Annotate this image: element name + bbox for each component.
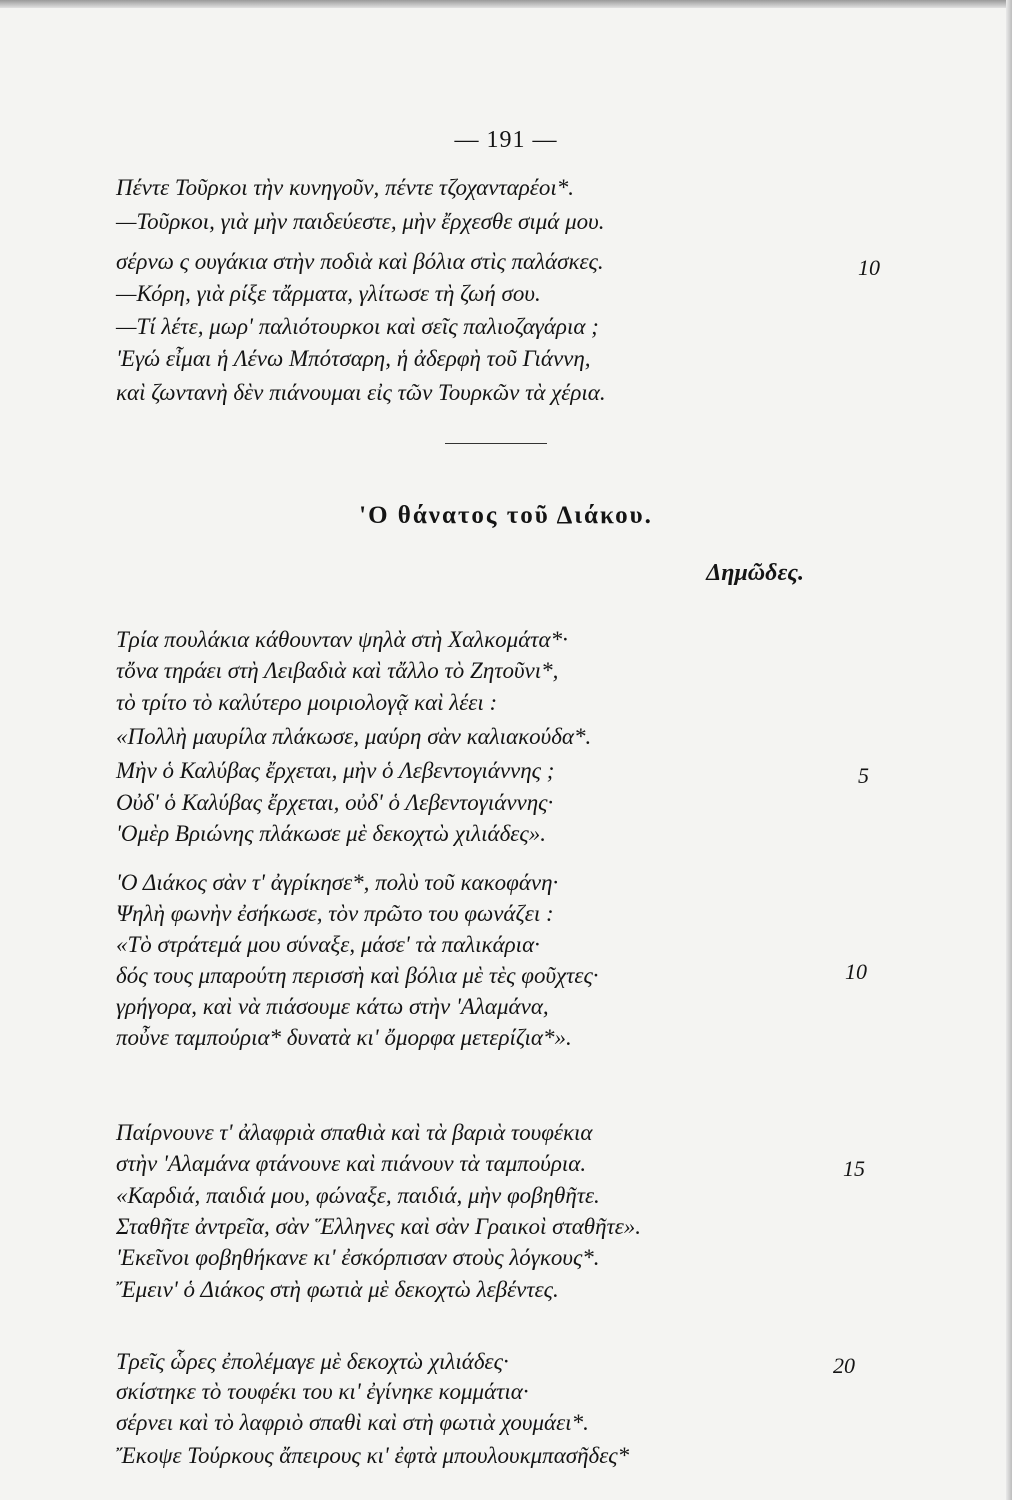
page-number: — 191 — [454,127,558,153]
line-number: 10 [858,255,880,280]
verse-line: 'Εκεῖνοι φοβηθήκανε κι' ἐσκόρπισαν στοὺς λόγκους*. [116,1245,600,1270]
verse-line: Ἔκοψε Τούρκους ἄπειρους κι' ἐφτὰ μπουλουκμπασῆδες* [116,1443,630,1468]
verse-line: σέρνω ς ουγάκια στὴν ποδιὰ καὶ βόλια στὶς παλάσκες. [116,249,604,274]
poem-title: 'Ο θάνατος τοῦ Διάκου. [359,502,653,529]
verse-line: Ἔμειν' ὁ Διάκος στὴ φωτιὰ μὲ δεκοχτὼ λεβέντες. [116,1277,559,1302]
verse-line: Παίρνουνε τ' ἀλαφριὰ σπαθιὰ καὶ τὰ βαριὰ τουφέκια [116,1120,593,1145]
verse-line: ποὖνε ταμπούρια* δυνατὰ κι' ὄμορφα μετερίζια*». [116,1025,572,1050]
line-number: 5 [858,763,869,788]
line-number: 15 [843,1156,865,1181]
verse-line: τὸ τρίτο τὸ καλύτερο μοιριολογᾷ καὶ λέει : [116,690,498,715]
verse-line: Ψηλὴ φωνὴν ἐσήκωσε, τὸν πρῶτο του φωνάζει : [116,901,554,926]
verse-line: στὴν 'Αλαμάνα φτάνουνε καὶ πιάνουν τὰ ταμπούρια. [116,1151,587,1176]
verse-line: σέρνει καὶ τὸ λαφριὸ σπαθὶ καὶ στὴ φωτιὰ χουμάει*. [116,1410,589,1435]
verse-line: 'Εγώ εἶμαι ἡ Λένω Μπότσαρη, ἡ ἀδερφὴ τοῦ Γιάννη, [116,346,591,371]
verse-line: σκίστηκε τὸ τουφέκι του κι' ἐγίνηκε κομμάτια· [116,1379,529,1404]
verse-line: «Καρδιά, παιδιά μου, φώναξε, παιδιά, μὴν φοβηθῆτε. [116,1183,600,1208]
scan-top-edge [0,0,1012,8]
verse-line: «Πολλὴ μαυρίλα πλάκωσε, μαύρη σὰν καλιακούδα*. [116,724,592,749]
verse-line: 'Ομὲρ Βριώνης πλάκωσε μὲ δεκοχτὼ χιλιάδες». [116,821,546,846]
verse-line: —Κόρη, γιὰ ρίξε τἄρματα, γλίτωσε τὴ ζωή σου. [116,281,541,306]
verse-line: Τρία πουλάκια κάθουνταν ψηλὰ στὴ Χαλκομάτα*· [116,627,568,652]
verse-line: καὶ ζωντανὴ δὲν πιάνουμαι εἰς τῶν Τουρκῶν τὰ χέρια. [116,380,606,405]
verse-line: γρήγορα, καὶ νὰ πιάσουμε κάτω στὴν 'Αλαμάνα, [116,994,549,1019]
verse-line: Σταθῆτε ἀντρεῖα, σὰν Ἕλληνες καὶ σὰν Γραικοὶ σταθῆτε». [116,1214,642,1239]
verse-line: δός τους μπαρούτη περισσὴ καὶ βόλια μὲ τὲς φοῦχτες· [116,963,599,988]
verse-line: —Τί λέτε, μωρ' παλιότουρκοι καὶ σεῖς παλιοζαγάρια ; [116,314,599,339]
verse-line: Τρεῖς ὧρες ἐπολέμαγε μὲ δεκοχτὼ χιλιάδες· [116,1349,509,1374]
scan-right-edge [1006,0,1012,1500]
line-number: 10 [845,959,867,984]
verse-line: Μὴν ὁ Καλύβας ἔρχεται, μὴν ὁ Λεβεντογιάννης ; [116,758,555,783]
verse-line: τὄνα τηράει στὴ Λειβαδιὰ καὶ τἄλλο τὸ Ζητοῦνι*, [116,658,559,683]
section-divider [445,443,547,444]
verse-line: Οὐδ' ὁ Καλύβας ἔρχεται, οὐδ' ὁ Λεβεντογιάννης· [116,790,554,815]
verse-line: Πέντε Τοῦρκοι τὴν κυνηγοῦν, πέντε τζοχανταρέοι*. [116,175,574,200]
verse-line: «Τὸ στράτεμά μου σύναξε, μάσε' τὰ παλικάρια· [116,932,540,957]
line-number: 20 [833,1353,855,1378]
verse-line: 'Ο Διάκος σὰν τ' ἀγρίκησε*, πολὺ τοῦ κακοφάνη· [116,870,559,895]
poem-subtitle: Δημῶδες. [706,560,804,586]
verse-line: —Τοῦρκοι, γιὰ μὴν παιδεύεστε, μὴν ἔρχεσθε σιμά μου. [116,209,605,234]
